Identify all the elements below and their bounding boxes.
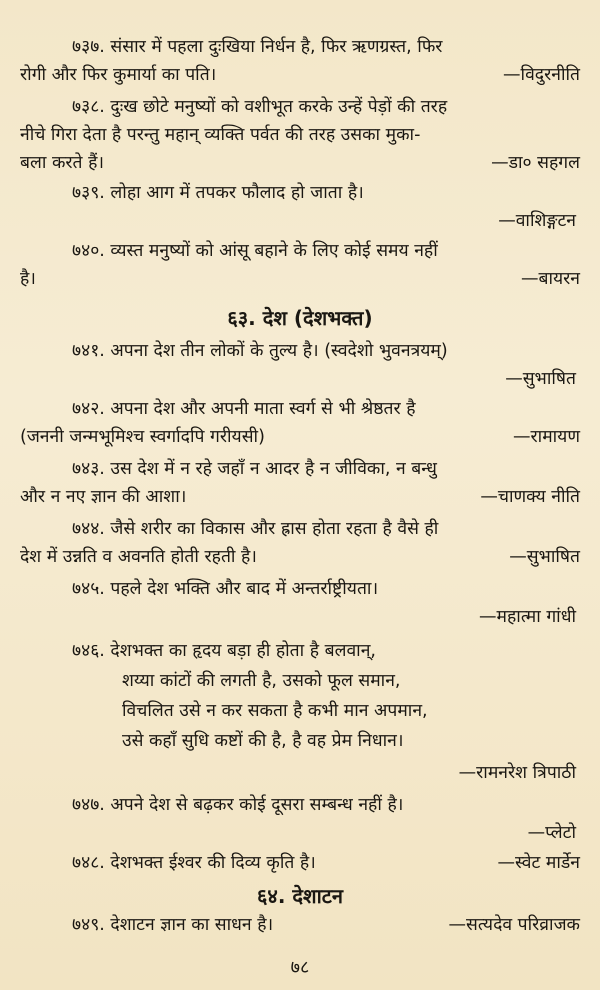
quote-742-line1: ७४२. अपना देश और अपनी माता स्वर्ग से भी श्रेष्ठतर है: [72, 399, 416, 419]
quote-741-source: —सुभाषित: [505, 369, 576, 389]
quote-740-source: —बायरन: [520, 269, 580, 289]
quote-739-line1: ७३९. लोहा आग में तपकर फौलाद हो जाता है।: [72, 183, 364, 203]
quote-747-line1: ७४७. अपने देश से बढ़कर कोई दूसरा सम्बन्ध नहीं है।: [72, 795, 404, 815]
quote-740-text: है।: [20, 269, 36, 289]
quote-748-text: ७४८. देशभक्त ईश्वर की दिव्य कृति है।: [72, 853, 316, 873]
quote-748-source: —स्वेट मार्डेन: [497, 853, 580, 873]
quote-749-text: ७४९. देशाटन ज्ञान का साधन है।: [72, 915, 274, 935]
quote-740-line2: [20, 268, 580, 290]
quote-737-text: रोगी और फिर कुमार्या का पति।: [20, 65, 217, 85]
quote-741-line1: ७४१. अपना देश तीन लोकों के तुल्य है। (स्वदेशो भुवनत्रयम्): [72, 341, 448, 361]
quote-746-line2: शय्या कांटों की लगती है, उसको फूल समान,: [122, 671, 401, 691]
quote-745-line1: ७४५. पहले देश भक्ति और बाद में अन्तर्राष्ट्रीयता।: [72, 579, 379, 599]
quote-738-source: —डा० सहगल: [491, 153, 580, 173]
quote-744-line2: [20, 546, 580, 568]
quote-738-line2: नीचे गिरा देता है परन्तु महान् व्यक्ति पर्वत की तरह उसका मुका-: [20, 125, 421, 145]
quote-745-source: —महात्मा गांधी: [479, 607, 576, 627]
section-heading-63: ६३. देश (देशभक्त): [227, 306, 373, 330]
quote-744-text: देश में उन्नति व अवनति होती रहती है।: [20, 547, 257, 567]
quote-748-line1: [72, 852, 580, 874]
quote-744-source: —सुभाषित: [509, 547, 580, 567]
quote-743-line2: [20, 486, 580, 508]
quote-742-line2: [20, 426, 580, 448]
quote-740-line1: ७४०. व्यस्त मनुष्यों को आंसू बहाने के लिए कोई समय नहीं: [72, 241, 438, 261]
quote-746-line4: उसे कहाँ सुधि कष्टों की है, है वह प्रेम निधान।: [122, 731, 404, 751]
quote-749-source: —सत्यदेव परिव्राजक: [448, 915, 580, 935]
quote-747-source: —प्लेटो: [527, 823, 576, 843]
quote-737-source: —विदुरनीति: [503, 65, 580, 85]
quote-744-line1: ७४४. जैसे शरीर का विकास और ह्रास होता रहता है वैसे ही: [72, 519, 439, 539]
quote-739-source: —वाशिङ्गटन: [498, 211, 576, 231]
quote-743-text: और न नए ज्ञान की आशा।: [20, 487, 187, 507]
quote-737-line1: ७३७. संसार में पहला दुःखिया निर्धन है, फिर ऋणग्रस्त, फिर: [72, 37, 443, 57]
quote-738-line3: [20, 152, 580, 174]
quote-746-line3: विचलित उसे न कर सकता है कभी मान अपमान,: [122, 701, 428, 721]
quote-746-source: —रामनरेश त्रिपाठी: [458, 763, 576, 783]
quote-743-source: —चाणक्य नीति: [480, 487, 580, 507]
section-heading-64: ६४. देशाटन: [257, 884, 343, 908]
quote-749-line1: [72, 914, 580, 936]
quote-738-line1: ७३८. दुःख छोटे मनुष्यों को वशीभूत करके उन्हें पेड़ों की तरह: [72, 97, 448, 117]
quote-742-source: —रामायण: [513, 427, 580, 447]
quote-746-line1: ७४६. देशभक्त का हृदय बड़ा ही होता है बलवान्,: [72, 641, 376, 661]
quote-743-line1: ७४३. उस देश में न रहे जहाँ न आदर है न जीविका, न बन्धु: [72, 459, 437, 479]
quote-738-text: बला करते हैं।: [20, 153, 105, 173]
quote-742-text: (जननी जन्मभूमिश्च स्वर्गादपि गरीयसी): [20, 427, 265, 447]
quote-737-line2: [20, 64, 580, 86]
page-number: ७८: [290, 957, 310, 978]
